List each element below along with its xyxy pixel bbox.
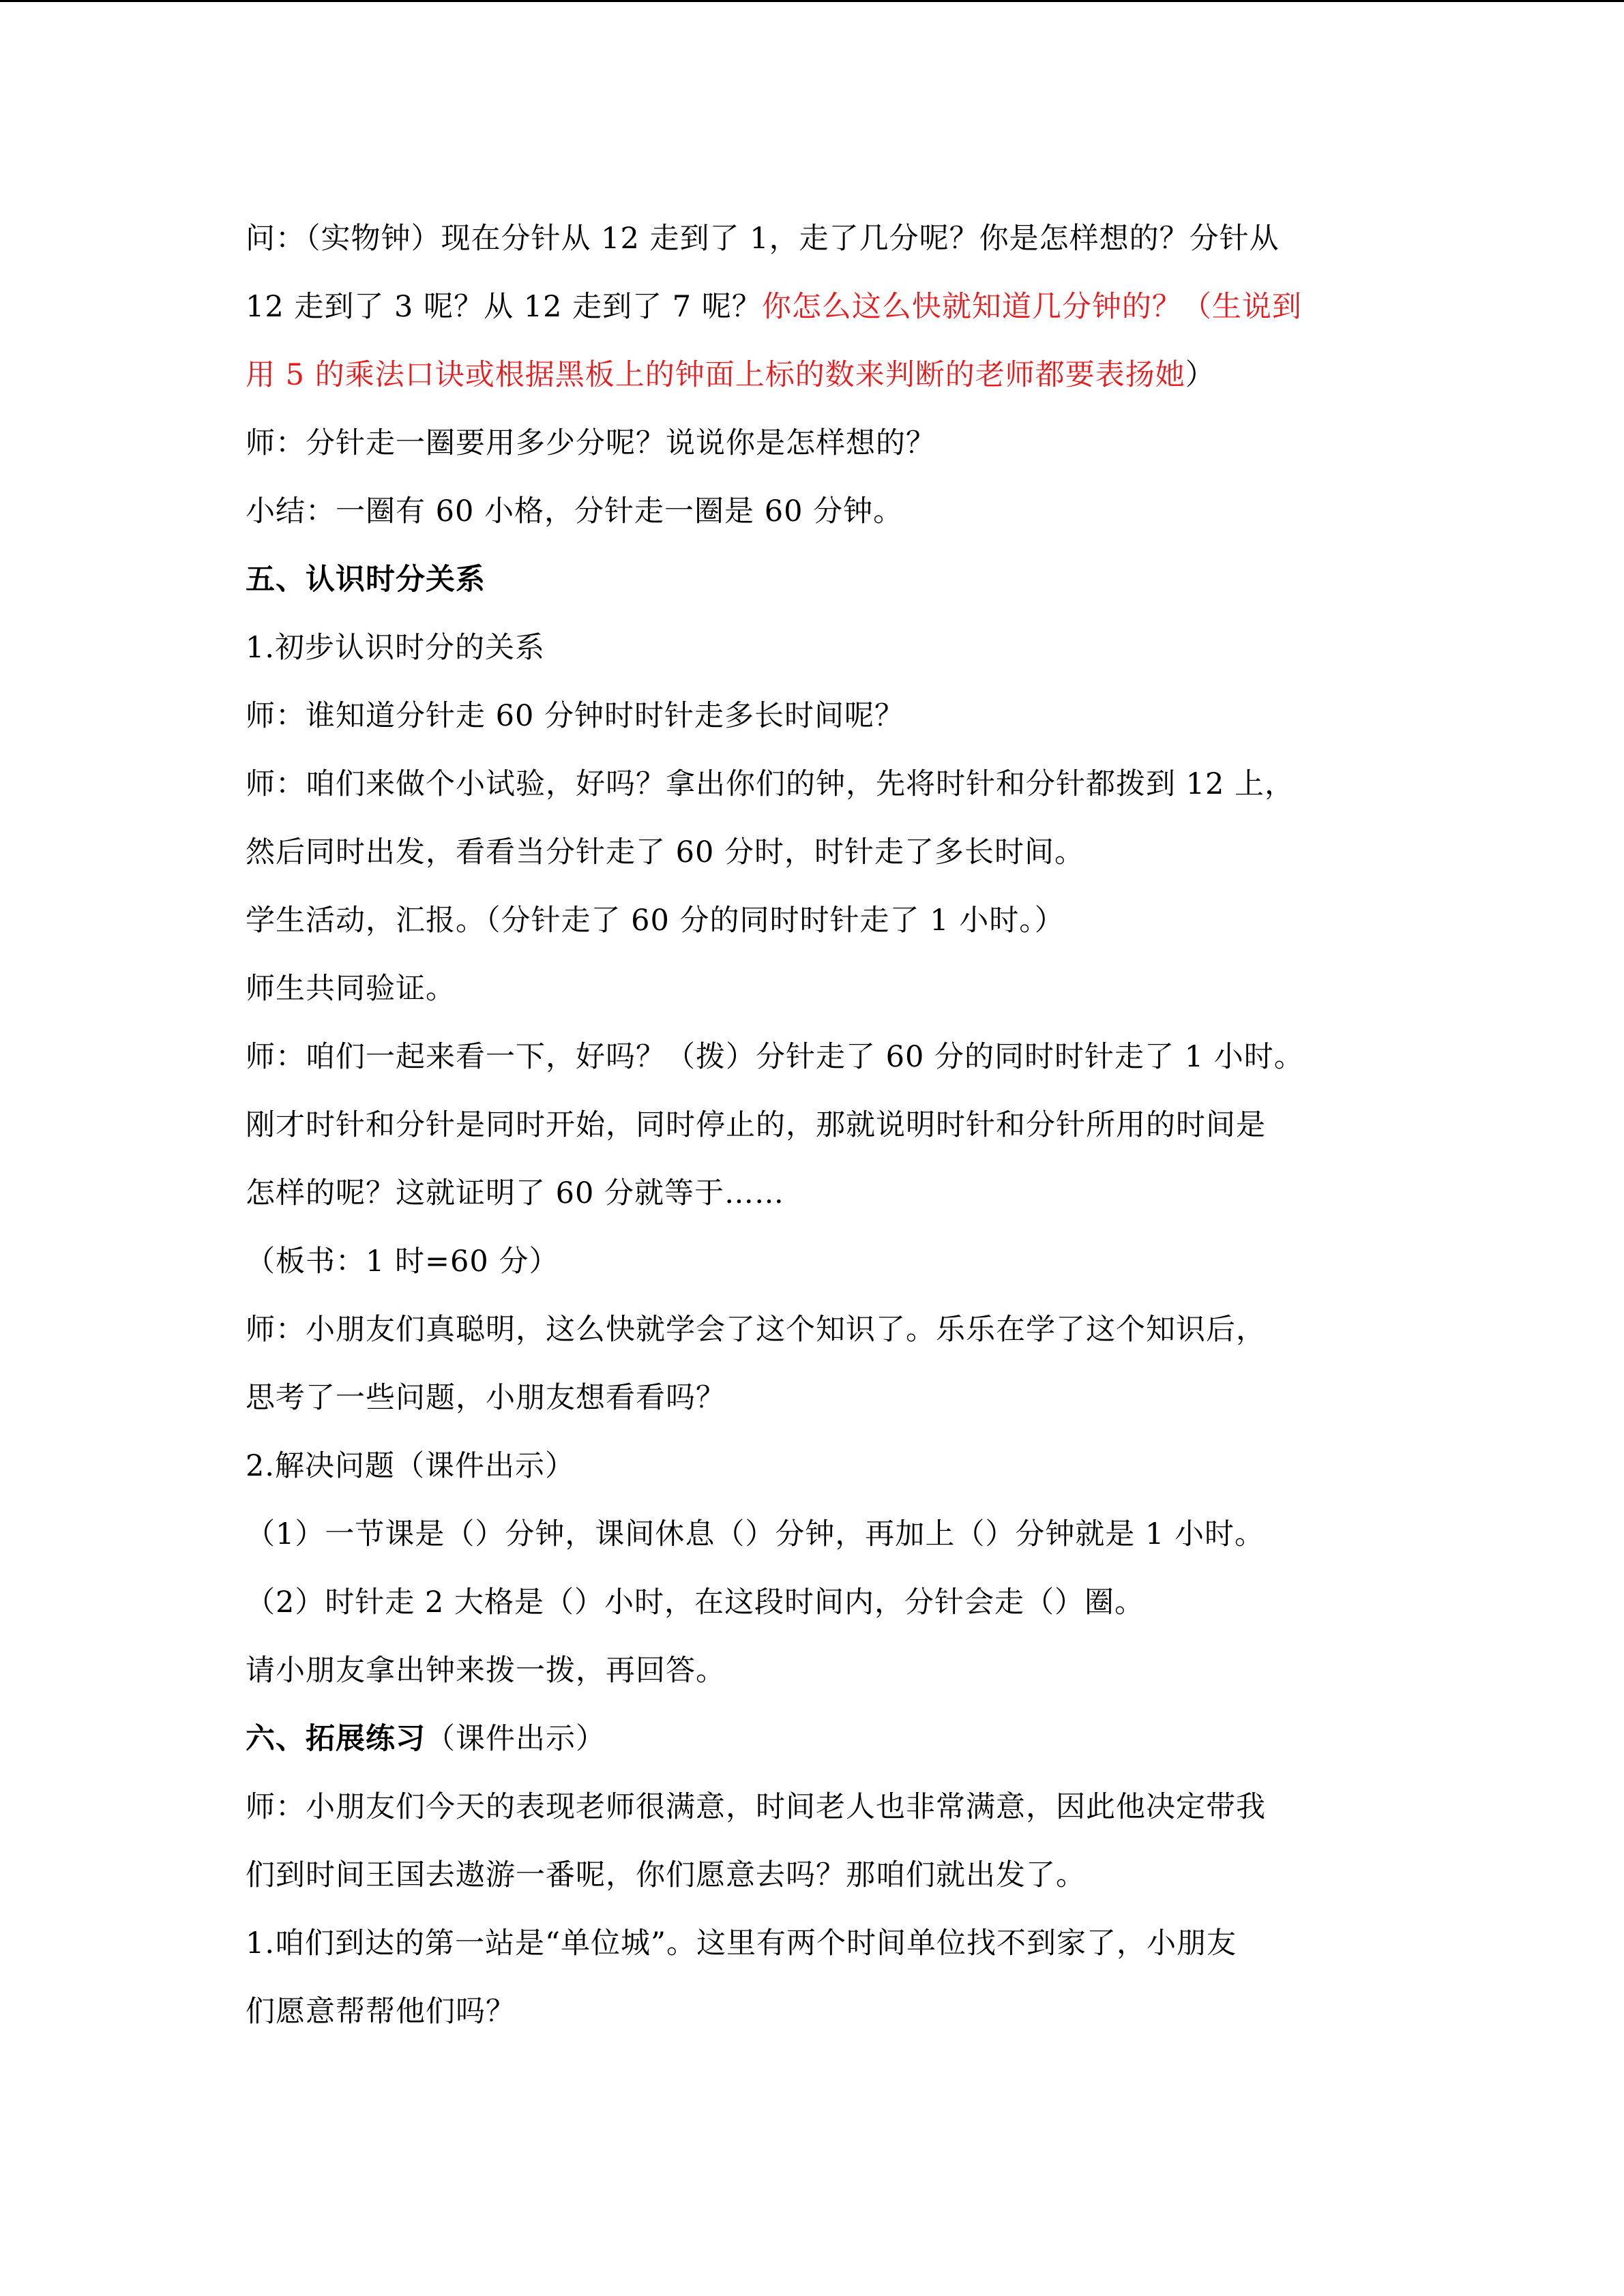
- highlighted-text: 你怎么这么快就知道几分钟的？（生说到: [761, 290, 1302, 324]
- paragraph-line: 师：咱们一起来看一下，好吗？（拨）分针走了 60 分的同时时针走了 1 小时。: [246, 1040, 1304, 1074]
- subsection-heading: 2.解决问题（课件出示）: [246, 1449, 576, 1483]
- question-item: （2）时针走 2 大格是（）小时，在这段时间内，分针会走（）圈。: [246, 1585, 1145, 1620]
- paragraph-line: 学生活动，汇报。（分针走了 60 分的同时时针走了 1 小时。）: [246, 904, 1065, 938]
- paragraph-line: 小结：一圈有 60 小格，分针走一圈是 60 分钟。: [246, 494, 904, 528]
- paragraph-line: 师：分针走一圈要用多少分呢？说说你是怎样想的？: [246, 426, 936, 460]
- paragraph-line: 然后同时出发，看看当分针走了 60 分时，时针走了多长时间。: [246, 835, 1085, 869]
- paragraph-line: [246, 341, 1378, 409]
- paragraph-line: 师：咱们来做个小试验，好吗？拿出你们的钟，先将时针和分针都拨到 12 上，: [246, 767, 1295, 801]
- paragraph-line: 怎样的呢？这就证明了 60 分就等于……: [246, 1176, 785, 1210]
- subsection-heading: 1.初步认识时分的关系: [246, 631, 546, 665]
- section-heading-title: 六、拓展练习: [246, 1722, 426, 1756]
- paragraph-line: 思考了一些问题，小朋友想看看吗？: [246, 1381, 726, 1415]
- section-heading: [246, 1705, 1378, 1773]
- text-span: ）: [1185, 358, 1215, 392]
- paragraph-line: （板书：1 时=60 分）: [246, 1244, 559, 1279]
- paragraph-line: 们愿意帮帮他们吗？: [246, 1995, 516, 2029]
- paragraph-line: [246, 273, 1378, 341]
- section-heading-note: （课件出示）: [426, 1722, 606, 1756]
- paragraph-line: 刚才时针和分针是同时开始，同时停止的，那就说明时针和分针所用的时间是: [246, 1108, 1266, 1142]
- question-item: （1）一节课是（）分钟，课间休息（）分钟，再加上（）分钟就是 1 小时。: [246, 1517, 1265, 1551]
- paragraph-line: 问：（实物钟）现在分针从 12 走到了 1，走了几分呢？你是怎样想的？分针从: [246, 222, 1280, 256]
- section-heading: 五、认识时分关系: [246, 563, 486, 597]
- paragraph-line: 师：谁知道分针走 60 分钟时时针走多长时间呢？: [246, 699, 905, 733]
- paragraph-line: 1.咱们到达的第一站是“单位城”。这里有两个时间单位找不到家了，小朋友: [246, 1926, 1237, 1960]
- paragraph-line: 师：小朋友们真聪明，这么快就学会了这个知识了。乐乐在学了这个知识后，: [246, 1313, 1266, 1347]
- text-span: 12 走到了 3 呢？从 12 走到了 7 呢？: [246, 290, 762, 324]
- paragraph-line: 们到时间王国去遨游一番呢，你们愿意去吗？那咱们就出发了。: [246, 1858, 1086, 1892]
- paragraph-line: 请小朋友拿出钟来拨一拨，再回答。: [246, 1654, 726, 1688]
- document-body: [246, 205, 1378, 2046]
- paragraph-line: 师：小朋友们今天的表现老师很满意，时间老人也非常满意，因此他决定带我: [246, 1790, 1266, 1824]
- highlighted-text: 用 5 的乘法口诀或根据黑板上的钟面上标的数来判断的老师都要表扬她: [246, 358, 1185, 392]
- top-border-line: [0, 0, 1624, 2]
- paragraph-line: 师生共同验证。: [246, 972, 456, 1006]
